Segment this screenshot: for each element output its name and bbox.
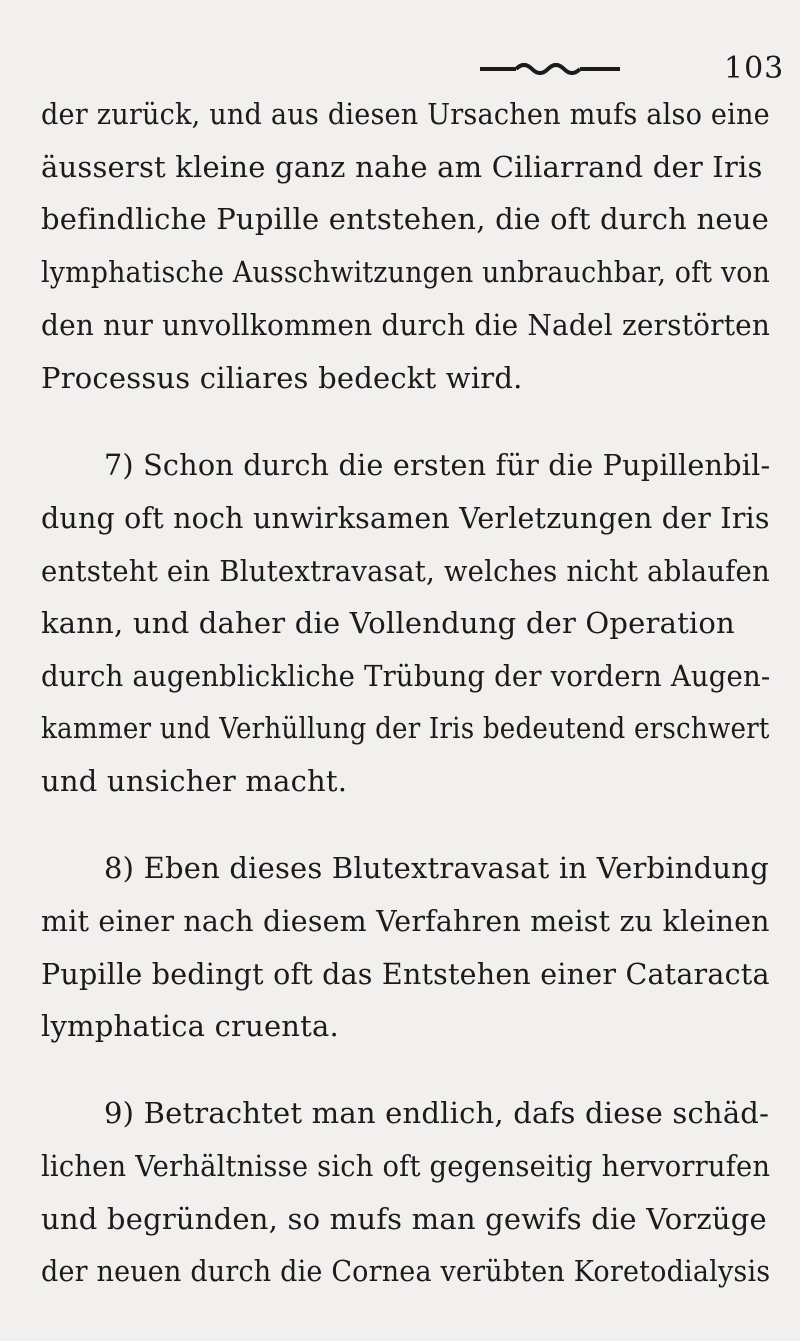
page-number: 103: [724, 51, 785, 86]
text-line: Pupille bedingt oft das Entstehen einer Cataracta: [41, 957, 770, 991]
text-line: und begründen, so mufs man gewifs die Vorzüge: [41, 1202, 767, 1236]
paragraph-start-line: 8) Eben dieses Blutextravasat in Verbindung: [104, 851, 769, 885]
text-line: und unsicher macht.: [41, 764, 348, 798]
text-line: entsteht ein Blutextravasat, welches nicht ablaufen: [41, 554, 770, 588]
paragraph-start-line: 9) Betrachtet man endlich, dafs diese schäd-: [104, 1096, 770, 1130]
text-line: dung oft noch unwirksamen Verletzungen der Iris: [41, 501, 770, 535]
text-line: äusserst kleine ganz nahe am Ciliarrand der Iris: [41, 150, 763, 184]
text-line: befindliche Pupille entstehen, die oft durch neue: [41, 202, 769, 236]
paragraph-start-line: 7) Schon durch die ersten für die Pupillenbil-: [104, 448, 771, 482]
text-line: den nur unvollkommen durch die Nadel zerstörten: [41, 308, 771, 342]
text-line: der neuen durch die Cornea verübten Koretodialysis: [41, 1254, 771, 1288]
header-ornament: [480, 62, 620, 76]
text-line: der zurück, und aus diesen Ursachen mufs also eine: [41, 97, 770, 131]
text-line: kammer und Verhüllung der Iris bedeutend erschwert: [41, 711, 770, 745]
text-line: mit einer nach diesem Verfahren meist zu kleinen: [41, 904, 770, 938]
text-line: lichen Verhältnisse sich oft gegenseitig hervorrufen: [41, 1149, 771, 1183]
text-line: kann, und daher die Vollendung der Operation: [41, 606, 735, 640]
text-line: lymphatica cruenta.: [41, 1009, 339, 1043]
text-line: Processus ciliares bedeckt wird.: [41, 361, 523, 395]
text-line: lymphatische Ausschwitzungen unbrauchbar, oft von: [41, 255, 771, 289]
text-line: durch augenblickliche Trübung der vordern Augen-: [41, 659, 771, 693]
